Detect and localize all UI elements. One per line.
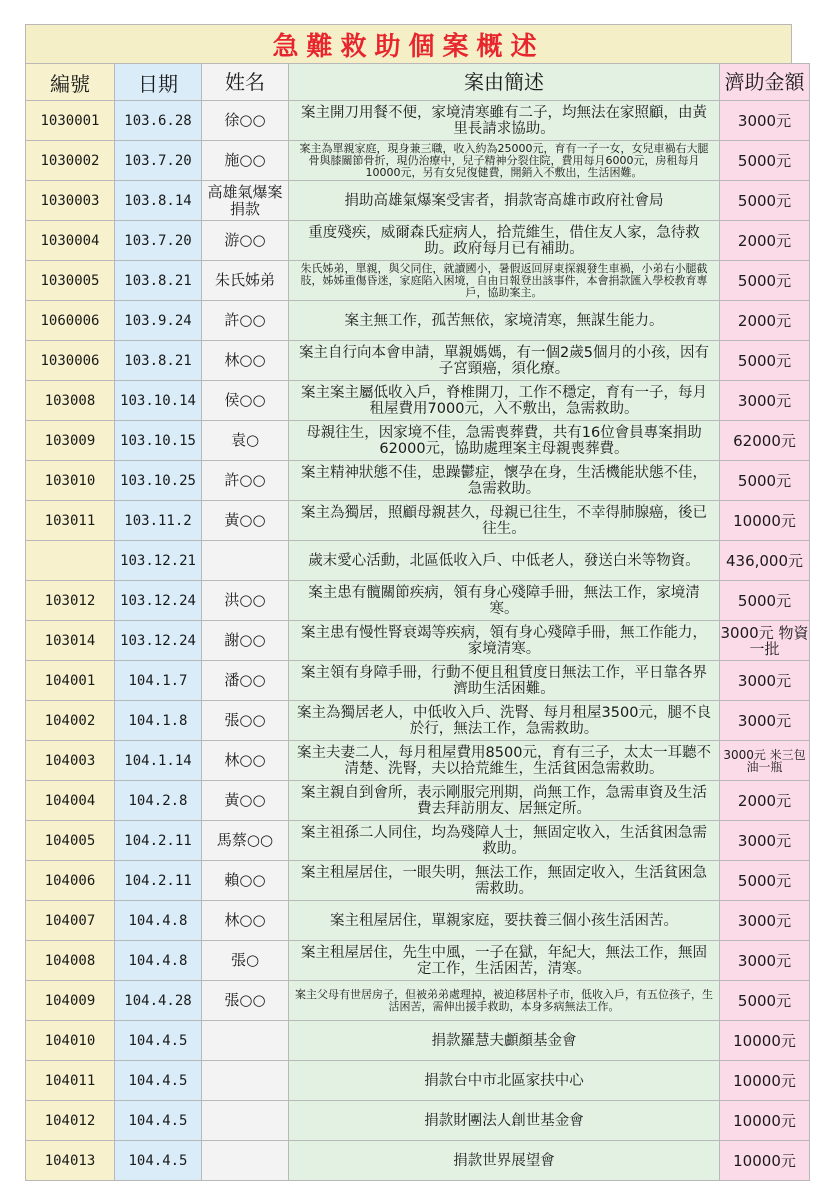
case-amount: 3000元 米三包 油一瓶 [720, 741, 810, 781]
case-amount: 3000元 [720, 901, 810, 941]
case-amount: 436,000元 [720, 541, 810, 581]
case-amount: 10000元 [720, 1141, 810, 1181]
case-description: 案主領有身障手冊，行動不便且租賃度日無法工作，平日靠各界濟助生活困難。 [289, 661, 720, 701]
case-amount: 5000元 [720, 861, 810, 901]
table-row [26, 221, 810, 261]
table-row [26, 1101, 810, 1141]
case-name: 施○○ [202, 141, 289, 181]
case-id: 104012 [26, 1101, 115, 1141]
table-row [26, 181, 810, 221]
case-date: 104.2.11 [115, 821, 202, 861]
case-name: 黃○○ [202, 501, 289, 541]
case-description: 案主為獨居老人，中低收入戶、洗腎、每月租屋3500元，腿不良於行，無法工作，急需救助。 [289, 701, 720, 741]
case-id: 104006 [26, 861, 115, 901]
case-name: 許○○ [202, 461, 289, 501]
case-amount: 3000元 [720, 101, 810, 141]
case-id: 1030004 [26, 221, 115, 261]
case-id: 103011 [26, 501, 115, 541]
case-date: 103.12.24 [115, 581, 202, 621]
case-name: 馬蔡○○ [202, 821, 289, 861]
case-description: 案主租屋居住，先生中風，一子在獄，年紀大，無法工作，無固定工作，生活困苦，清寒。 [289, 941, 720, 981]
case-name: 林○○ [202, 341, 289, 381]
case-name: 張○○ [202, 981, 289, 1021]
case-name: 許○○ [202, 301, 289, 341]
header-name: 姓名 [202, 64, 289, 101]
case-id: 103010 [26, 461, 115, 501]
table-row [26, 541, 810, 581]
case-amount: 3000元 [720, 941, 810, 981]
case-amount: 2000元 [720, 301, 810, 341]
case-id: 104003 [26, 741, 115, 781]
case-description: 案主自行向本會申請，單親媽媽，有一個2歲5個月的小孩，因有子宮頸癌，須化療。 [289, 341, 720, 381]
table-row [26, 101, 810, 141]
case-id: 103008 [26, 381, 115, 421]
case-description: 捐款台中市北區家扶中心 [289, 1061, 720, 1101]
case-name: 張○○ [202, 701, 289, 741]
case-description: 母親往生，因家境不佳，急需喪葬費，共有16位會員專案捐助62000元，協助處理案主母親喪葬費。 [289, 421, 720, 461]
table-row [26, 501, 810, 541]
table-row [26, 941, 810, 981]
case-description: 捐款世界展望會 [289, 1141, 720, 1181]
case-name: 賴○○ [202, 861, 289, 901]
case-description: 捐助高雄氣爆案受害者，捐款寄高雄市政府社會局 [289, 181, 720, 221]
case-description: 案主為獨居，照顧母親甚久，母親已往生，不幸得肺腺癌，後已往生。 [289, 501, 720, 541]
table-row [26, 741, 810, 781]
case-description: 重度殘疾，威爾森氏症病人，拾荒維生，借住友人家，急待救助。政府每月已有補助。 [289, 221, 720, 261]
case-description: 案主租屋居住，單親家庭，要扶養三個小孩生活困苦。 [289, 901, 720, 941]
case-date: 104.4.5 [115, 1021, 202, 1061]
case-description: 案主夫妻二人，每月租屋費用8500元，育有三子，太太一耳聽不清楚、洗腎，夫以拾荒維生，生活貧困急需救助。 [289, 741, 720, 781]
case-id: 104005 [26, 821, 115, 861]
case-amount: 2000元 [720, 781, 810, 821]
case-name [202, 1141, 289, 1181]
case-id: 104009 [26, 981, 115, 1021]
case-id: 1030006 [26, 341, 115, 381]
case-name: 侯○○ [202, 381, 289, 421]
case-date: 104.2.11 [115, 861, 202, 901]
case-description: 案主案主屬低收入戶，脊椎開刀，工作不穩定，育有一子，每月租屋費用7000元，入不敷出，急需救助。 [289, 381, 720, 421]
table-row [26, 1021, 810, 1061]
case-id: 104010 [26, 1021, 115, 1061]
case-description: 案主父母有世居房子，但被弟弟處理掉，被迫移居朴子市，低收入戶，有五位孩子，生活困苦，需伸出援手救助，本身多病無法工作。 [289, 981, 720, 1021]
case-description: 案主祖孫二人同住，均為殘障人士，無固定收入，生活貧困急需救助。 [289, 821, 720, 861]
case-id: 1030005 [26, 261, 115, 301]
case-date: 104.1.7 [115, 661, 202, 701]
case-name: 洪○○ [202, 581, 289, 621]
case-date: 104.4.8 [115, 901, 202, 941]
case-name [202, 1021, 289, 1061]
header-row [26, 64, 810, 101]
table-row [26, 901, 810, 941]
case-name: 朱氏姊弟 [202, 261, 289, 301]
case-name: 潘○○ [202, 661, 289, 701]
case-description: 案主親自到會所，表示剛服完刑期，尚無工作，急需車資及生活費去拜訪朋友、居無定所。 [289, 781, 720, 821]
table-row [26, 861, 810, 901]
case-amount: 62000元 [720, 421, 810, 461]
case-name: 張○ [202, 941, 289, 981]
case-id: 104001 [26, 661, 115, 701]
case-amount: 5000元 [720, 141, 810, 181]
case-amount: 3000元 [720, 661, 810, 701]
case-name: 高雄氣爆案捐款 [202, 181, 289, 221]
page-title: 急難救助個案概述 [25, 24, 792, 63]
table-row [26, 1141, 810, 1181]
case-name: 林○○ [202, 741, 289, 781]
table-row [26, 141, 810, 181]
case-id: 104002 [26, 701, 115, 741]
case-date: 104.4.5 [115, 1061, 202, 1101]
case-description: 捐款羅慧夫顱顏基金會 [289, 1021, 720, 1061]
case-date: 103.10.14 [115, 381, 202, 421]
table-row [26, 701, 810, 741]
case-amount: 5000元 [720, 341, 810, 381]
case-id: 104013 [26, 1141, 115, 1181]
case-description: 案主患有慢性腎衰竭等疾病，領有身心殘障手冊，無工作能力，家境清寒。 [289, 621, 720, 661]
case-amount: 5000元 [720, 261, 810, 301]
header-description: 案由簡述 [289, 64, 720, 101]
case-description: 案主精神狀態不佳，患躁鬱症，懷孕在身，生活機能狀態不佳，急需救助。 [289, 461, 720, 501]
table-row [26, 581, 810, 621]
case-date: 103.11.2 [115, 501, 202, 541]
table-row [26, 301, 810, 341]
case-amount: 10000元 [720, 1061, 810, 1101]
case-description: 朱氏姊弟，單親，與父同住，就讀國小，暑假返回屏東探親發生車禍，小弟右小腿截肢，姊姊重傷昏迷，家庭陷入困境，自由日報登出該事件，本會捐款匯入學校教育專戶，協助案主。 [289, 261, 720, 301]
case-date: 104.2.8 [115, 781, 202, 821]
case-id: 1060006 [26, 301, 115, 341]
case-id: 104008 [26, 941, 115, 981]
case-date: 103.12.21 [115, 541, 202, 581]
case-name: 謝○○ [202, 621, 289, 661]
table-row [26, 261, 810, 301]
header-amount: 濟助金額 [720, 64, 810, 101]
table-row [26, 341, 810, 381]
case-date: 104.4.5 [115, 1141, 202, 1181]
case-description: 案主患有髖關節疾病，領有身心殘障手冊，無法工作，家境清寒。 [289, 581, 720, 621]
case-description: 案主無工作，孤苦無依，家境清寒，無謀生能力。 [289, 301, 720, 341]
case-amount: 5000元 [720, 981, 810, 1021]
table-row [26, 461, 810, 501]
case-id: 103014 [26, 621, 115, 661]
case-id: 104007 [26, 901, 115, 941]
case-id: 104011 [26, 1061, 115, 1101]
table-row [26, 421, 810, 461]
case-date: 104.1.14 [115, 741, 202, 781]
case-name: 林○○ [202, 901, 289, 941]
case-amount: 10000元 [720, 1021, 810, 1061]
header-date: 日期 [115, 64, 202, 101]
case-amount: 5000元 [720, 581, 810, 621]
case-amount: 3000元 [720, 381, 810, 421]
case-date: 104.4.5 [115, 1101, 202, 1141]
table-row [26, 981, 810, 1021]
case-id [26, 541, 115, 581]
case-amount: 10000元 [720, 1101, 810, 1141]
case-name [202, 541, 289, 581]
case-description: 案主為單親家庭，現身兼三職，收入約為25000元，育有一子一女，女兒車禍右大腿骨與膝關節骨折，現仍治療中，兒子精神分裂住院，費用每月6000元，房租每月10000元，另有女兒復健費，開銷入不敷出，生活困難。 [289, 141, 720, 181]
case-amount: 3000元 物資一批 [720, 621, 810, 661]
case-id: 104004 [26, 781, 115, 821]
case-description: 歲末愛心活動，北區低收入戶、中低老人，發送白米等物資。 [289, 541, 720, 581]
table-row [26, 661, 810, 701]
case-date: 103.9.24 [115, 301, 202, 341]
case-id: 103009 [26, 421, 115, 461]
case-amount: 10000元 [720, 501, 810, 541]
case-date: 103.10.15 [115, 421, 202, 461]
case-date: 103.7.20 [115, 141, 202, 181]
table-row [26, 1061, 810, 1101]
case-amount: 2000元 [720, 221, 810, 261]
relief-cases-sheet [25, 24, 809, 1181]
case-name [202, 1101, 289, 1141]
case-date: 104.4.28 [115, 981, 202, 1021]
case-description: 案主租屋居住，一眼失明，無法工作，無固定收入，生活貧困急需救助。 [289, 861, 720, 901]
case-date: 104.1.8 [115, 701, 202, 741]
case-name: 徐○○ [202, 101, 289, 141]
case-amount: 3000元 [720, 821, 810, 861]
case-date: 103.6.28 [115, 101, 202, 141]
case-date: 103.8.14 [115, 181, 202, 221]
case-id: 1030003 [26, 181, 115, 221]
case-date: 103.8.21 [115, 341, 202, 381]
cases-table [25, 63, 810, 1181]
case-date: 103.10.25 [115, 461, 202, 501]
case-id: 1030002 [26, 141, 115, 181]
table-row [26, 381, 810, 421]
table-row [26, 781, 810, 821]
header-id: 編號 [26, 64, 115, 101]
case-name: 黃○○ [202, 781, 289, 821]
case-amount: 5000元 [720, 181, 810, 221]
table-row [26, 621, 810, 661]
case-description: 捐款財團法人創世基金會 [289, 1101, 720, 1141]
case-description: 案主開刀用餐不便，家境清寒雖有二子，均無法在家照顧，由黃里長請求協助。 [289, 101, 720, 141]
case-name [202, 1061, 289, 1101]
case-name: 游○○ [202, 221, 289, 261]
case-date: 103.7.20 [115, 221, 202, 261]
case-id: 103012 [26, 581, 115, 621]
case-id: 1030001 [26, 101, 115, 141]
table-row [26, 821, 810, 861]
case-date: 103.8.21 [115, 261, 202, 301]
case-amount: 5000元 [720, 461, 810, 501]
case-date: 103.12.24 [115, 621, 202, 661]
case-name: 袁○ [202, 421, 289, 461]
case-amount: 3000元 [720, 701, 810, 741]
case-date: 104.4.8 [115, 941, 202, 981]
